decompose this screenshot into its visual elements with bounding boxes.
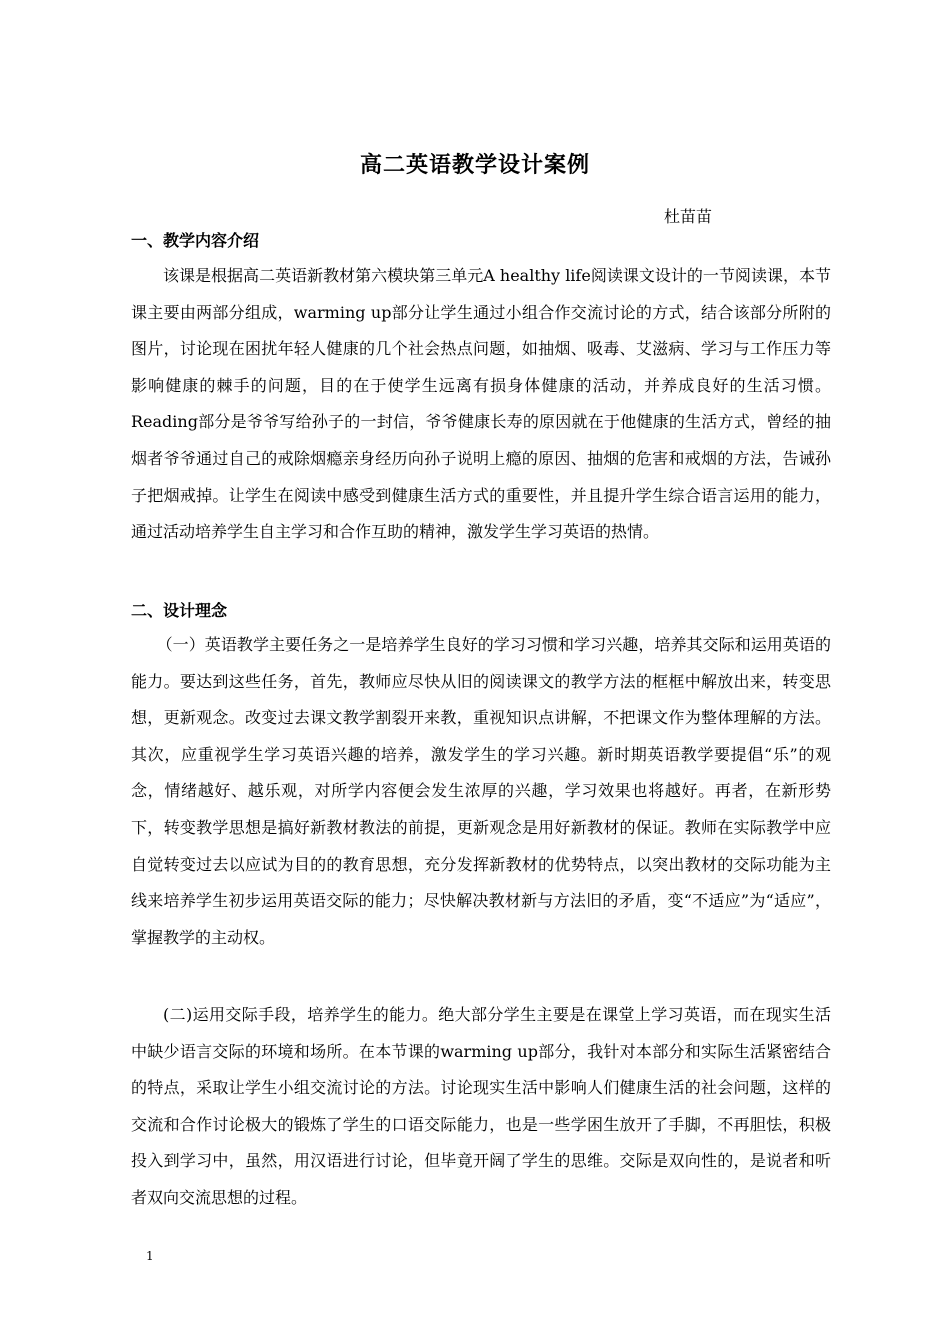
document-title: 高二英语教学设计案例 <box>359 152 590 178</box>
author-name: 杜苗苗 <box>664 207 713 226</box>
paragraph-design-concept-2: (二)运用交际手段，培养学生的能力。绝大部分学生主要是在课堂上学习英语，而在现实生活中缺少语言交际的环境和场所。在本节课的warming up部分，我针对本部分和实际生活紧密结合的特点，采取让学生小组交流讨论的方法。讨论现实生活中影响人们健康生活的社会问题，这样的交流和合作讨论极大的锻炼了学生的口语交际能力，也是一些学困生放开了手脚，不再胆怯，积极投入到学习中，虽然，用汉语进行讨论，但毕竟开阔了学生的思维。交际是双向性的，是说者和听者双向交流思想的过程。 <box>131 1005 831 1207</box>
section-heading-design-concept: 二、设计理念 <box>131 601 228 620</box>
paragraph-content-intro: 该课是根据高二英语新教材第六模块第三单元A healthy life阅读课文设计的一节阅读课，本节课主要由两部分组成，warming up部分让学生通过小组合作交流讨论的方式，结合该部分所附的图片，讨论现在困扰年轻人健康的几个社会热点问题，如抽烟、吸毒、艾滋病、学习与工作压力等影响健康的棘手的问题，目的在于使学生远离有损身体健康的活动，并养成良好的生活习惯。Reading部分是爷爷写给孙子的一封信，爷爷健康长寿的原因就在于他健康的生活方式，曾经的抽烟者爷爷通过自己的戒除烟瘾亲身经历向孙子说明上瘾的原因、抽烟的危害和戒烟的方法，告诫孙子把烟戒掉。让学生在阅读中感受到健康生活方式的重要性，并且提升学生综合语言运用的能力，通过活动培养学生自主学习和合作互助的精神，激发学生学习英语的热情。 <box>131 266 831 542</box>
paragraph-design-concept-1: （一）英语教学主要任务之一是培养学生良好的学习习惯和学习兴趣，培养其交际和运用英语的能力。要达到这些任务，首先，教师应尽快从旧的阅读课文的教学方法的框框中解放出来，转变思想，更新观念。改变过去课文教学割裂开来教，重视知识点讲解，不把课文作为整体理解的方法。其次，应重视学生学习英语兴趣的培养，激发学生的学习兴趣。新时期英语教学要提倡“乐”的观念，情绪越好、越乐观，对所学内容便会发生浓厚的兴趣，学习效果也将越好。再者，在新形势下，转变教学思想是搞好新教材教法的前提，更新观念是用好新教材的保证。教师在实际教学中应自觉转变过去以应试为目的的教育思想，充分发挥新教材的优势特点，以突出教材的交际功能为主线来培养学生初步运用英语交际的能力；尽快解决教材新与方法旧的矛盾，变“不适应”为“适应”，掌握教学的主动权。 <box>131 635 831 947</box>
section-heading-content-intro: 一、教学内容介绍 <box>131 231 260 250</box>
page-number: 1 <box>146 1249 154 1263</box>
